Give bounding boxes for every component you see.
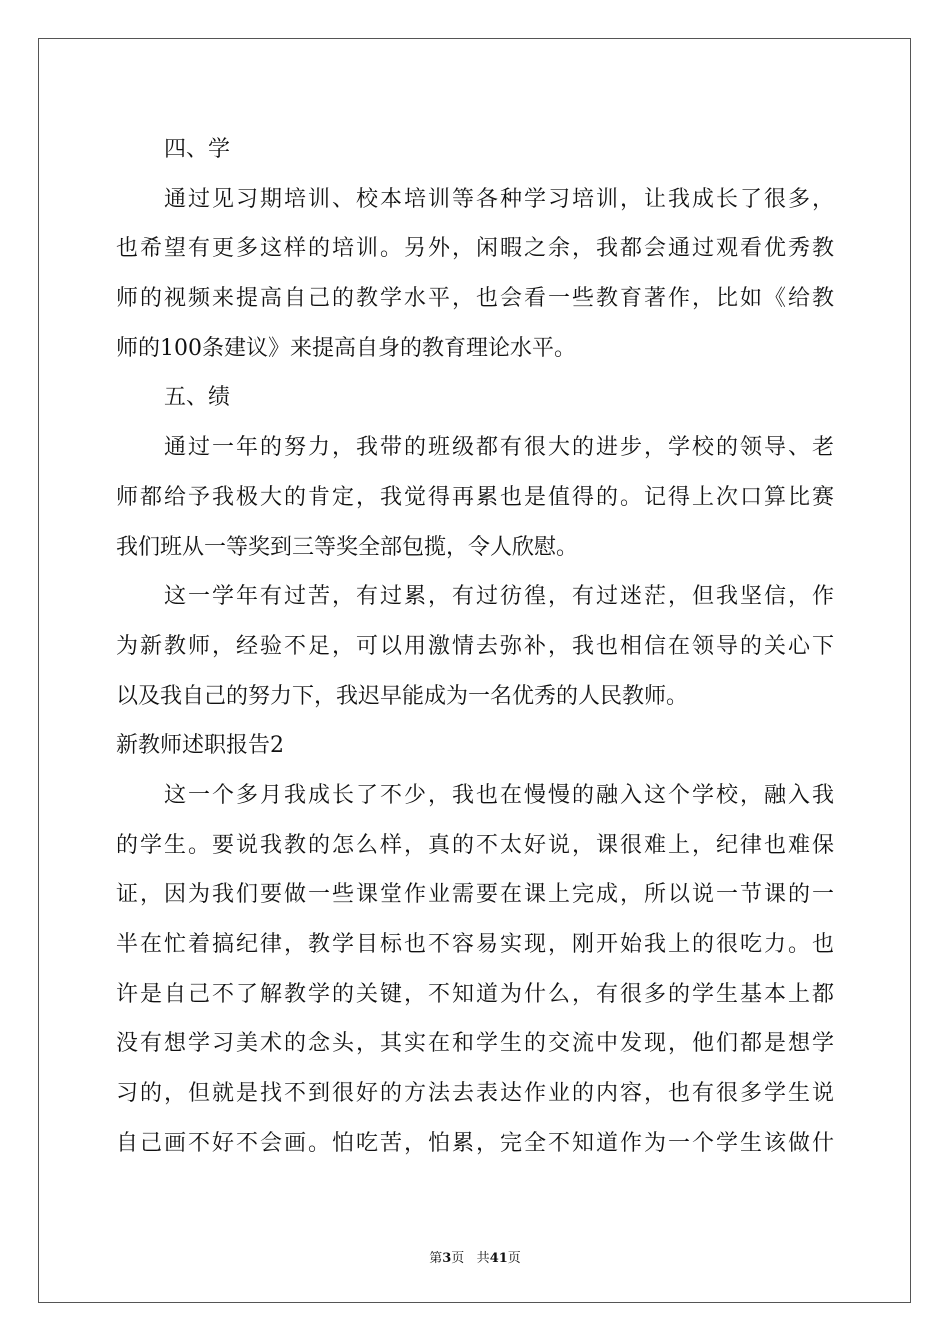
text-line: 师的100条建议》来提高自身的教育理论水平。 xyxy=(116,335,576,361)
footer-page-unit: 页 xyxy=(451,1251,465,1266)
current-page-number: 3 xyxy=(442,1251,452,1266)
total-page-number: 41 xyxy=(489,1251,508,1266)
text-line: 证，因为我们要做一些课堂作业需要在课上完成，所以说一节课的一 xyxy=(116,882,834,908)
text-line: 也希望有更多这样的培训。另外，闲暇之余，我都会通过观看优秀教 xyxy=(116,236,834,262)
footer-total-unit: 页 xyxy=(507,1251,521,1266)
text-line: 许是自己不了解教学的关键，不知道为什么，有很多的学生基本上都 xyxy=(116,981,834,1007)
text-line: 通过见习期培训、校本培训等各种学习培训，让我成长了很多， xyxy=(164,186,834,212)
document-body xyxy=(116,130,834,1173)
text-line: 以及我自己的努力下，我迟早能成为一名优秀的人民教师。 xyxy=(116,683,689,709)
text-line: 我们班从一等奖到三等奖全部包揽，令人欣慰。 xyxy=(116,534,579,560)
text-line: 师都给予我极大的肯定，我觉得再累也是值得的。记得上次口算比赛 xyxy=(116,484,834,510)
text-line: 为新教师，经验不足，可以用激情去弥补，我也相信在领导的关心下 xyxy=(116,633,834,659)
text-line: 新教师述职报告2 xyxy=(116,733,284,759)
text-line: 这一学年有过苦，有过累，有过彷徨，有过迷茫，但我坚信，作 xyxy=(164,584,834,610)
footer-total-prefix: 共 xyxy=(476,1251,490,1266)
text-line: 四、学 xyxy=(164,137,231,162)
text-line: 五、绩 xyxy=(164,385,231,411)
text-line: 没有想学习美术的念头，其实在和学生的交流中发现，他们都是想学 xyxy=(116,1031,834,1057)
text-line: 这一个多月我成长了不少，我也在慢慢的融入这个学校，融入我 xyxy=(164,782,834,808)
text-line: 习的，但就是找不到很好的方法去表达作业的内容，也有很多学生说 xyxy=(116,1081,834,1107)
page-footer xyxy=(0,1247,950,1266)
text-line: 师的视频来提高自己的教学水平，也会看一些教育著作，比如《给教 xyxy=(116,286,834,312)
text-line: 的学生。要说我教的怎么样，真的不太好说，课很难上，纪律也难保 xyxy=(116,832,834,858)
text-line: 通过一年的努力，我带的班级都有很大的进步，学校的领导、老 xyxy=(164,435,834,461)
text-line: 自己画不好不会画。怕吃苦，怕累，完全不知道作为一个学生该做什 xyxy=(116,1130,834,1156)
footer-prefix: 第 xyxy=(429,1251,443,1266)
text-line: 半在忙着搞纪律，教学目标也不容易实现，刚开始我上的很吃力。也 xyxy=(116,932,834,957)
